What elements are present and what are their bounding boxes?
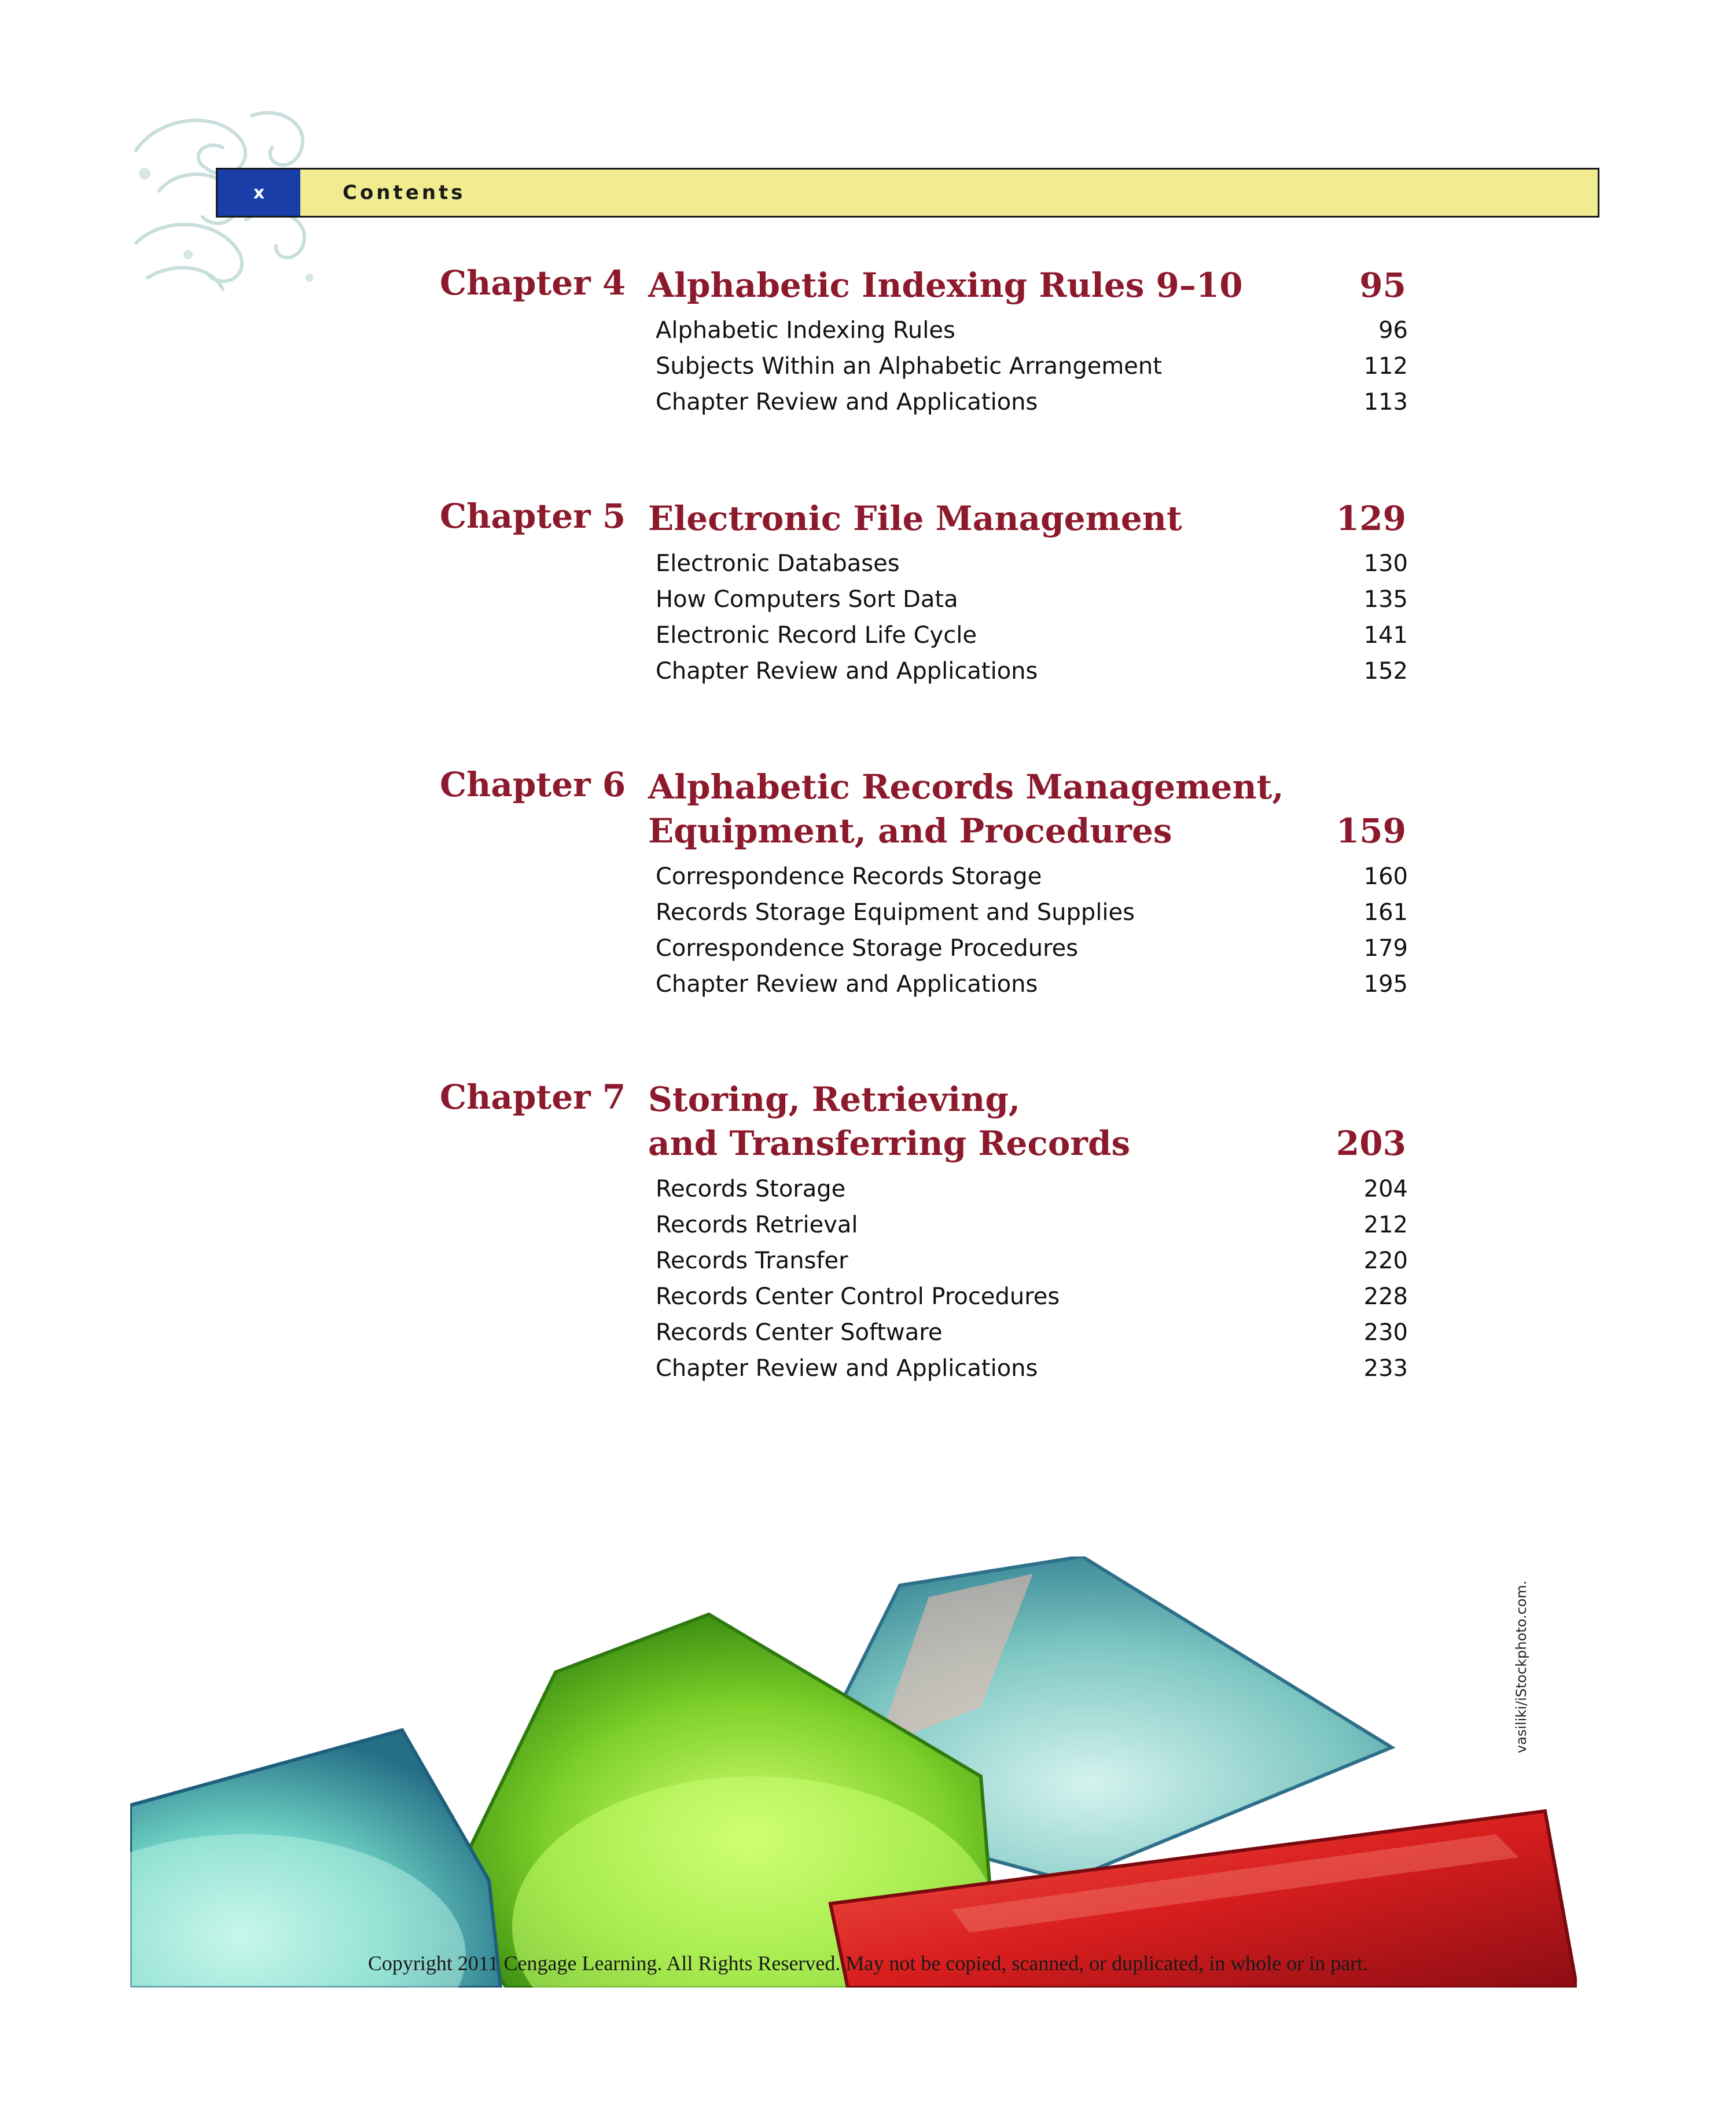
section-title: Records Retrieval	[656, 1212, 858, 1238]
section-item	[656, 622, 1408, 658]
section-item	[656, 899, 1408, 935]
section-title: Electronic Record Life Cycle	[656, 622, 977, 649]
section-item	[656, 658, 1408, 694]
section-list	[656, 863, 1408, 1007]
section-item	[656, 389, 1408, 425]
section-page: 152	[1363, 658, 1408, 685]
chapter-label: Chapter 5	[440, 496, 626, 536]
chapter-title-line: Alphabetic Indexing Rules 9–10	[648, 266, 1243, 305]
section-page: 160	[1363, 863, 1408, 890]
section-title: Subjects Within an Alphabetic Arrangement	[656, 353, 1162, 380]
section-item	[656, 317, 1408, 353]
section-page: 112	[1363, 353, 1408, 380]
running-header	[216, 168, 1599, 218]
section-item	[656, 1176, 1408, 1212]
section-item	[656, 1319, 1408, 1355]
section-page: 212	[1363, 1212, 1408, 1238]
chapter-title-line: and Transferring Records	[648, 1124, 1131, 1163]
chapter-title-line: Electronic File Management	[648, 499, 1182, 538]
copyright-notice: Copyright 2011 Cengage Learning. All Rights Reserved. May not be copied, scanned, or duplicated, in whole or in part.	[367, 1952, 1369, 1975]
section-item	[656, 1247, 1408, 1283]
section-page: 135	[1363, 586, 1408, 613]
section-item	[656, 586, 1408, 622]
chapter-title-line: Alphabetic Records Management,	[648, 767, 1284, 807]
page-number: x	[218, 170, 300, 216]
section-page: 179	[1363, 935, 1408, 962]
section-list	[656, 317, 1408, 425]
chapter-title-line: Storing, Retrieving,	[648, 1080, 1021, 1119]
section-title: Electronic Databases	[656, 550, 900, 577]
section-title: How Computers Sort Data	[656, 586, 958, 613]
section-page: 204	[1363, 1176, 1408, 1202]
section-page: 161	[1363, 899, 1408, 926]
section-page: 141	[1363, 622, 1408, 649]
section-title: Correspondence Records Storage	[656, 863, 1042, 890]
chapter-title-line: Equipment, and Procedures	[648, 811, 1172, 851]
section-title: Records Storage	[656, 1176, 846, 1202]
running-title: Contents	[343, 181, 466, 204]
cd-cases-photo	[130, 1556, 1577, 1988]
section-list	[656, 550, 1408, 694]
section-title: Records Center Software	[656, 1319, 943, 1346]
section-title: Records Transfer	[656, 1247, 848, 1274]
section-item	[656, 1283, 1408, 1319]
section-title: Chapter Review and Applications	[656, 658, 1038, 685]
section-item	[656, 935, 1408, 971]
section-item	[656, 1212, 1408, 1247]
chapter-label: Chapter 7	[440, 1077, 626, 1117]
section-item	[656, 1355, 1408, 1391]
chapter-page: 129	[1336, 499, 1406, 538]
section-page: 96	[1378, 317, 1408, 344]
chapter-title	[648, 496, 1418, 540]
section-page: 195	[1363, 971, 1408, 998]
section-title: Records Center Control Procedures	[656, 1283, 1060, 1310]
section-title: Alphabetic Indexing Rules	[656, 317, 955, 344]
section-item	[656, 550, 1408, 586]
section-page: 233	[1363, 1355, 1408, 1382]
chapter-page: 159	[1336, 811, 1406, 851]
section-title: Correspondence Storage Procedures	[656, 935, 1079, 962]
chapter-page: 95	[1359, 266, 1406, 305]
section-title: Chapter Review and Applications	[656, 389, 1038, 415]
section-item	[656, 353, 1408, 389]
section-title: Chapter Review and Applications	[656, 971, 1038, 998]
section-page: 113	[1363, 389, 1408, 415]
chapter-label: Chapter 6	[440, 765, 626, 804]
chapter-title	[648, 1077, 1418, 1165]
section-item	[656, 863, 1408, 899]
section-list	[656, 1176, 1408, 1391]
section-page: 228	[1363, 1283, 1408, 1310]
section-page: 220	[1363, 1247, 1408, 1274]
chapter-title	[648, 263, 1418, 307]
section-item	[656, 971, 1408, 1007]
chapter-label: Chapter 4	[440, 263, 626, 303]
section-title: Chapter Review and Applications	[656, 1355, 1038, 1382]
section-page: 230	[1363, 1319, 1408, 1346]
section-title: Records Storage Equipment and Supplies	[656, 899, 1135, 926]
photo-credit: vasiliki/iStockphoto.com.	[1513, 1580, 1529, 1753]
chapter-page: 203	[1336, 1124, 1406, 1163]
section-page: 130	[1363, 550, 1408, 577]
chapter-title	[648, 765, 1418, 853]
